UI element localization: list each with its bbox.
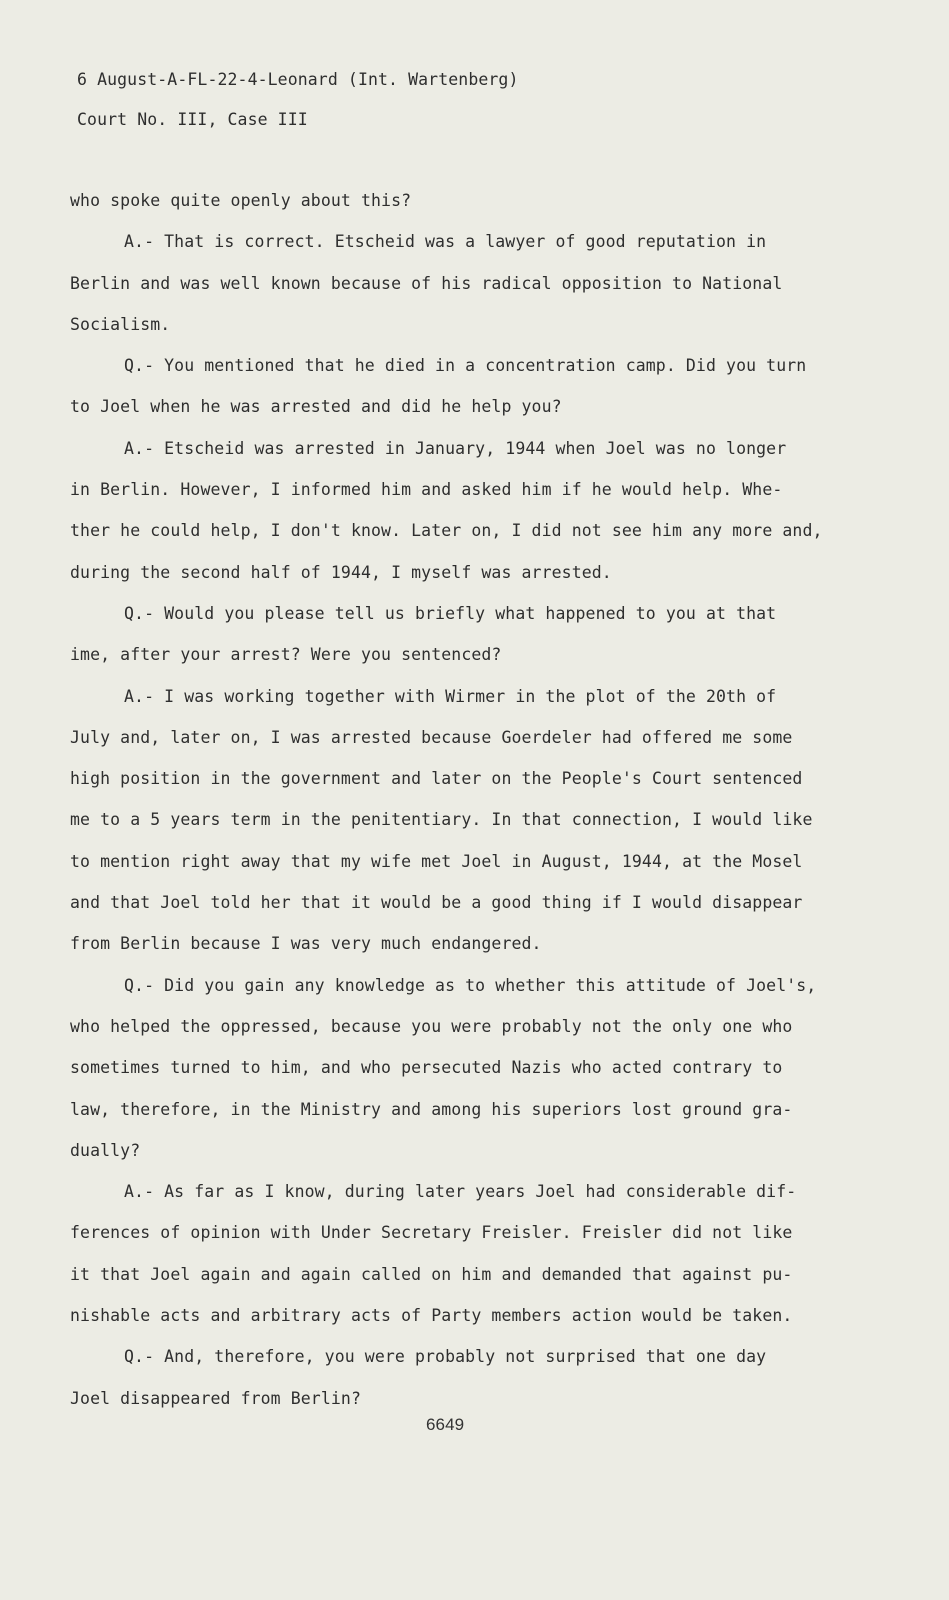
transcript-line: me to a 5 years term in the penitentiary. In that connection, I would like (70, 810, 813, 830)
transcript-line: to Joel when he was arrested and did he help you? (70, 397, 562, 417)
transcript-line: A.- That is correct. Etscheid was a lawyer of good reputation in (124, 232, 767, 252)
transcript-line: Joel disappeared from Berlin? (70, 1388, 361, 1408)
transcript-line: ther he could help, I don't know. Later on, I did not see him any more and, (70, 521, 823, 541)
transcript-line: Q.- Did you gain any knowledge as to whether this attitude of Joel's, (124, 975, 817, 995)
transcript-line: in Berlin. However, I informed him and asked him if he would help. Whe- (70, 480, 783, 500)
transcript-body (70, 189, 870, 1428)
transcript-line: from Berlin because I was very much endangered. (70, 934, 542, 954)
transcript-line: nishable acts and arbitrary acts of Party members action would be taken. (70, 1306, 793, 1326)
transcript-line: ime, after your arrest? Were you sentenced? (70, 645, 502, 665)
transcript-line: during the second half of 1944, I myself was arrested. (70, 562, 612, 582)
transcript-line: who spoke quite openly about this? (70, 191, 412, 210)
transcript-line: sometimes turned to him, and who persecuted Nazis who acted contrary to (70, 1058, 783, 1078)
transcript-line: high position in the government and later on the People's Court sentenced (70, 769, 803, 789)
transcript-line: Q.- Would you please tell us briefly what happened to you at that (124, 603, 777, 623)
transcript-line: dually? (70, 1140, 141, 1160)
transcript-line: it that Joel again and again called on him and demanded that against pu- (70, 1264, 793, 1284)
transcript-line: July and, later on, I was arrested because Goerdeler had offered me some (70, 727, 793, 747)
header-reference-line: 6 August-A-FL-22-4-Leonard (Int. Wartenberg) (77, 70, 519, 89)
transcript-line: Q.- You mentioned that he died in a concentration camp. Did you turn (124, 356, 807, 376)
page-number: 6649 (426, 1415, 465, 1434)
transcript-line: and that Joel told her that it would be a good thing if I would disappear (70, 893, 803, 913)
transcript-line: Socialism. (70, 314, 171, 334)
transcript-line: A.- As far as I know, during later years Joel had considerable dif- (124, 1182, 797, 1202)
transcript-line: who helped the oppressed, because you were probably not the only one who (70, 1016, 793, 1036)
transcript-line: to mention right away that my wife met Joel in August, 1944, at the Mosel (70, 851, 803, 871)
transcript-line: law, therefore, in the Ministry and among his superiors lost ground gra- (70, 1099, 793, 1119)
transcript-line: Q.- And, therefore, you were probably not surprised that one day (124, 1347, 767, 1367)
transcript-line: A.- Etscheid was arrested in January, 1944 when Joel was no longer (124, 438, 787, 458)
header-court-line: Court No. III, Case III (77, 110, 308, 129)
transcript-line: ferences of opinion with Under Secretary Freisler. Freisler did not like (70, 1223, 793, 1243)
transcript-line: Berlin and was well known because of his radical opposition to National (70, 273, 783, 293)
transcript-line: A.- I was working together with Wirmer in the plot of the 20th of (124, 686, 777, 706)
